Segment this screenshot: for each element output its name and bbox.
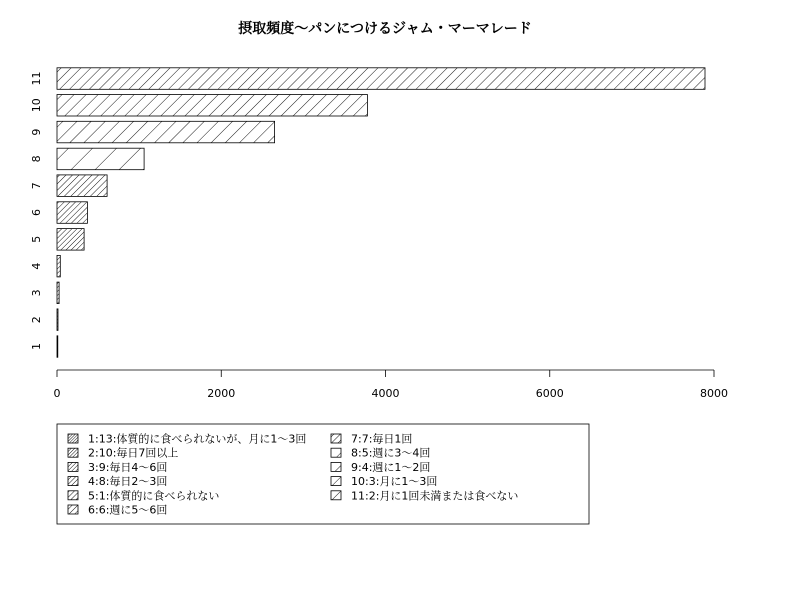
bar — [57, 309, 58, 331]
bar — [57, 229, 84, 251]
bar — [57, 95, 367, 117]
legend-swatch — [331, 448, 341, 457]
legend-swatch — [331, 477, 341, 486]
x-tick-label: 4000 — [371, 387, 400, 400]
legend-label: 1:13:体質的に食べられないが、月に1～3回 — [88, 432, 307, 446]
legend-swatch — [68, 477, 78, 486]
legend-swatch — [68, 448, 78, 457]
legend-label: 4:8:毎日2～3回 — [88, 475, 168, 489]
y-tick-label: 3 — [30, 289, 43, 297]
bar — [57, 336, 58, 358]
bar-group — [57, 68, 705, 358]
x-tick-label: 6000 — [535, 387, 564, 400]
y-tick-label: 9 — [30, 128, 43, 136]
legend — [57, 424, 589, 524]
legend-label: 9:4:週に1～2回 — [351, 460, 431, 474]
y-axis-tick-labels — [30, 72, 43, 351]
legend-label: 8:5:週に3～4回 — [351, 446, 431, 460]
y-tick-label: 7 — [30, 182, 43, 190]
y-tick-label: 5 — [30, 235, 43, 243]
bar — [57, 202, 87, 224]
legend-swatch — [68, 491, 78, 500]
legend-swatch — [331, 434, 341, 443]
legend-label: 11:2:月に1回未満または食べない — [351, 489, 519, 503]
x-axis — [54, 370, 729, 400]
legend-label: 6:6:週に5～6回 — [88, 503, 168, 517]
bar — [57, 282, 59, 304]
legend-swatch — [331, 491, 341, 500]
x-tick-label: 8000 — [700, 387, 728, 400]
y-tick-label: 4 — [30, 262, 43, 270]
y-tick-label: 11 — [30, 71, 43, 86]
legend-label: 3:9:毎日4～6回 — [88, 460, 168, 474]
legend-swatch — [68, 462, 78, 471]
chart-title: 摂取頻度～パンにつけるジャム・マーマレード — [238, 21, 532, 37]
legend-label: 10:3:月に1～3回 — [351, 475, 438, 489]
bar — [57, 255, 60, 277]
y-tick-label: 6 — [30, 209, 43, 216]
bar — [57, 68, 705, 90]
bar — [57, 121, 275, 143]
x-tick-label: 0 — [53, 387, 61, 400]
legend-label: 2:10:毎日7回以上 — [88, 446, 179, 460]
x-tick-label: 2000 — [207, 387, 236, 400]
y-tick-label: 2 — [30, 316, 43, 324]
legend-swatch — [331, 462, 341, 471]
legend-swatch — [68, 505, 78, 514]
legend-label: 5:1:体質的に食べられない — [88, 489, 220, 503]
y-tick-label: 8 — [30, 155, 43, 163]
y-tick-label: 10 — [30, 98, 43, 113]
bar — [57, 175, 107, 197]
bar — [57, 148, 144, 170]
y-tick-label: 1 — [30, 343, 43, 350]
legend-swatch — [68, 434, 78, 443]
legend-label: 7:7:毎日1回 — [351, 432, 413, 446]
